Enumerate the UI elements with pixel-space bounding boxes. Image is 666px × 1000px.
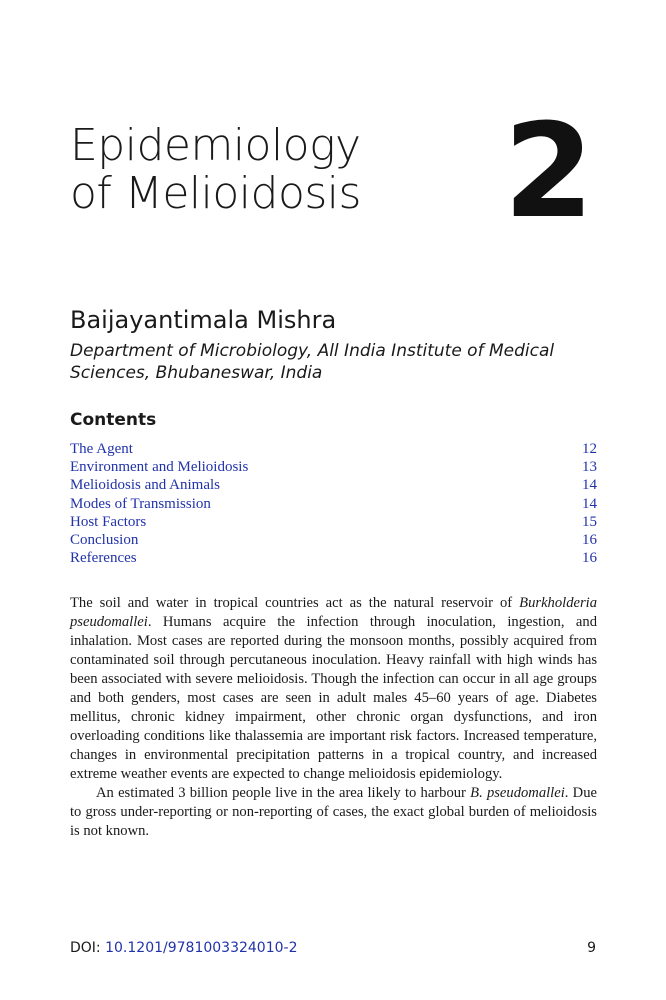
toc-item-page[interactable]: 13 [582, 459, 597, 476]
toc-item-page[interactable]: 16 [582, 532, 597, 549]
toc-item-page[interactable]: 14 [582, 495, 597, 512]
toc-item-link[interactable]: References [70, 550, 137, 567]
toc-item[interactable] [70, 476, 597, 494]
toc-item-page[interactable]: 12 [582, 441, 597, 457]
contents-heading: Contents [70, 410, 157, 430]
page-number: 9 [587, 940, 596, 956]
author-affiliation: Department of Microbiology, All India Institute of Medical Sciences, Bhubaneswar, India [70, 341, 555, 383]
toc-item-link[interactable]: Modes of Transmission [70, 495, 211, 512]
abstract-paragraph [70, 594, 597, 784]
toc-item[interactable] [70, 549, 597, 567]
chapter-title-line-1: Epidemiology [70, 120, 361, 171]
doi-label: DOI: [70, 940, 106, 956]
abstract-paragraph [70, 784, 597, 841]
author-name: Baijayantimala Mishra [70, 306, 337, 334]
toc-item-page[interactable]: 15 [582, 513, 597, 530]
chapter-number: 2 [503, 95, 594, 247]
doi-link[interactable]: 10.1201/9781003324010-2 [105, 940, 298, 956]
species-name: B. pseudomallei [470, 785, 565, 801]
abstract-text: . Due to gross under-reporting or non-reporting of cases, the exact global burden of melioidosis is not known. [70, 785, 597, 839]
toc-item[interactable] [70, 458, 597, 476]
chapter-title [70, 122, 361, 218]
chapter-title-line-2: of Melioidosis [70, 168, 361, 219]
toc-item-link[interactable]: Environment and Melioidosis [70, 459, 249, 476]
toc-item[interactable] [70, 440, 597, 458]
toc-item-link[interactable]: Melioidosis and Animals [70, 477, 220, 494]
toc-item[interactable] [70, 513, 597, 531]
table-of-contents [70, 440, 597, 567]
toc-item-link[interactable]: Host Factors [70, 513, 147, 530]
species-name: Burkholderia pseudomallei [70, 595, 597, 630]
toc-item[interactable] [70, 531, 597, 549]
toc-item-page[interactable]: 14 [582, 477, 597, 494]
abstract-text: The soil and water in tropical countries act as the natural reservoir of [70, 595, 520, 611]
doi-footer [70, 940, 297, 956]
toc-item-link[interactable]: Conclusion [70, 532, 139, 549]
abstract-text: . Humans acquire the infection through inoculation, ingestion, and inhalation. Most cases are reported during the monsoon months, possibly acquired from contaminated soil through percutaneous inoculation. Heavy rainfall with high winds has been associated with severe melioidosis. Though the infection can occur in all age groups and both genders, most cases are seen in adult males 45–60 years of age. Diabetes mellitus, chronic kidney impairment, other chronic organ dysfunctions, and iron overloading conditions like thalassemia are important risk factors. Increased temperature, changes in environmental precipitation patterns in a tropical country, and increased extreme weather events are expected to change melioidosis epidemiology. [70, 614, 597, 782]
abstract-text: An estimated 3 billion people live in the area likely to harbour [96, 785, 471, 801]
toc-item[interactable] [70, 495, 597, 513]
toc-item-link[interactable]: The Agent [70, 441, 133, 457]
chapter-abstract [70, 594, 597, 841]
toc-item-page[interactable]: 16 [582, 550, 597, 567]
